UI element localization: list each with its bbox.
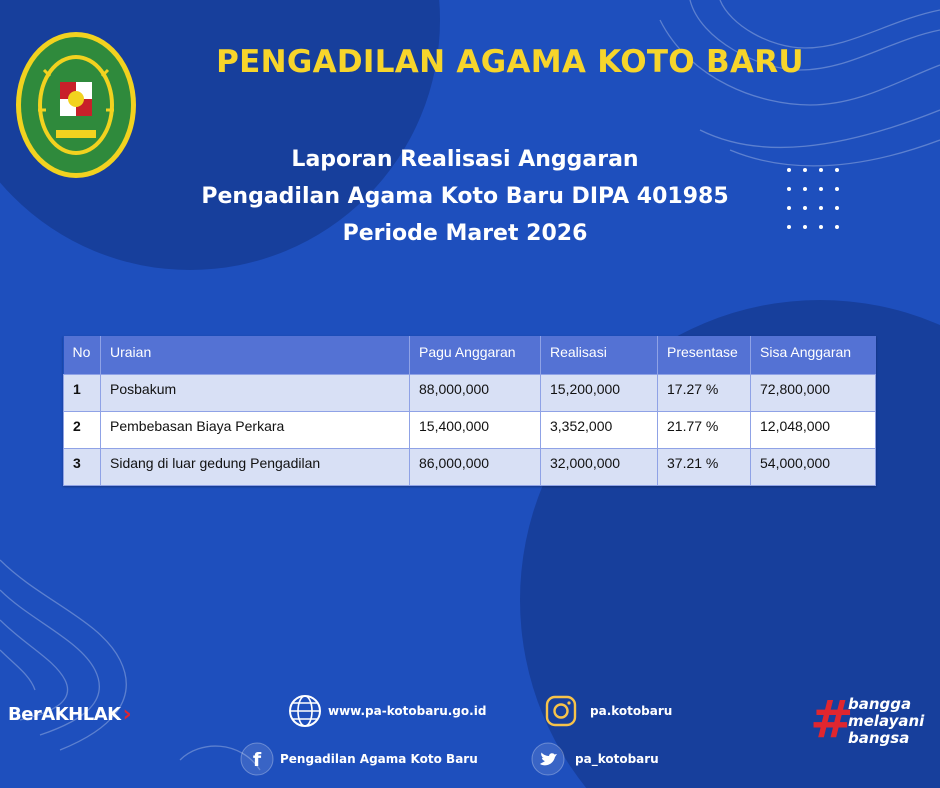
facebook-text: Pengadilan Agama Koto Baru bbox=[280, 752, 478, 766]
svg-text:f: f bbox=[252, 749, 262, 771]
table-row bbox=[64, 375, 876, 412]
header-presentase: Presentase bbox=[658, 336, 751, 375]
cell-realisasi: 15,200,000 bbox=[541, 375, 658, 412]
cell-presentase: 37.21 % bbox=[658, 449, 751, 486]
budget-table bbox=[63, 336, 876, 486]
header-sisa: Sisa Anggaran bbox=[751, 336, 876, 375]
instagram-icon bbox=[544, 694, 578, 728]
globe-icon bbox=[288, 694, 322, 728]
twitter-link[interactable] bbox=[531, 742, 659, 776]
bangga-word-3: bangsa bbox=[848, 729, 910, 747]
cell-uraian: Sidang di luar gedung Pengadilan bbox=[101, 449, 410, 486]
cell-no: 3 bbox=[64, 449, 101, 486]
subtitle-line-1: Laporan Realisasi Anggaran bbox=[291, 147, 639, 172]
website-text: www.pa-kotobaru.go.id bbox=[328, 704, 487, 718]
subtitle-line-3: Periode Maret 2026 bbox=[342, 221, 588, 246]
cell-pagu: 86,000,000 bbox=[410, 449, 541, 486]
table-header-row bbox=[64, 336, 876, 375]
twitter-icon bbox=[531, 742, 565, 776]
header-no: No bbox=[64, 336, 101, 375]
berakhlak-logo bbox=[8, 702, 131, 727]
header-pagu: Pagu Anggaran bbox=[410, 336, 541, 375]
cell-no: 1 bbox=[64, 375, 101, 412]
facebook-icon bbox=[240, 742, 274, 776]
cell-uraian: Posbakum bbox=[101, 375, 410, 412]
chevron-right-icon: › bbox=[122, 702, 132, 727]
header-realisasi: Realisasi bbox=[541, 336, 658, 375]
cell-sisa: 72,800,000 bbox=[751, 375, 876, 412]
cell-uraian: Pembebasan Biaya Perkara bbox=[101, 412, 410, 449]
website-link[interactable] bbox=[288, 694, 486, 728]
facebook-link[interactable] bbox=[240, 742, 478, 776]
subtitle-line-2: Pengadilan Agama Koto Baru DIPA 401985 bbox=[201, 184, 729, 209]
cell-no: 2 bbox=[64, 412, 101, 449]
cell-sisa: 54,000,000 bbox=[751, 449, 876, 486]
hashtag-icon: # bbox=[810, 690, 854, 750]
court-emblem-icon bbox=[14, 30, 138, 180]
dot-grid-decoration bbox=[786, 167, 842, 231]
cell-realisasi: 3,352,000 bbox=[541, 412, 658, 449]
cell-presentase: 21.77 % bbox=[658, 412, 751, 449]
cell-realisasi: 32,000,000 bbox=[541, 449, 658, 486]
cell-sisa: 12,048,000 bbox=[751, 412, 876, 449]
berakhlak-text: BerAKHLAK bbox=[8, 704, 121, 725]
page-title: PENGADILAN AGAMA KOTO BARU bbox=[216, 44, 804, 80]
instagram-link[interactable] bbox=[544, 694, 672, 728]
bangga-word-1: bangga bbox=[848, 695, 912, 713]
twitter-text: pa_kotobaru bbox=[575, 752, 659, 766]
cell-pagu: 15,400,000 bbox=[410, 412, 541, 449]
header-uraian: Uraian bbox=[101, 336, 410, 375]
table-row bbox=[64, 412, 876, 449]
cell-pagu: 88,000,000 bbox=[410, 375, 541, 412]
bangga-word-2: melayani bbox=[848, 712, 925, 730]
table-row bbox=[64, 449, 876, 486]
instagram-text: pa.kotobaru bbox=[590, 704, 673, 718]
cell-presentase: 17.27 % bbox=[658, 375, 751, 412]
bangga-melayani-bangsa-logo bbox=[810, 690, 934, 750]
